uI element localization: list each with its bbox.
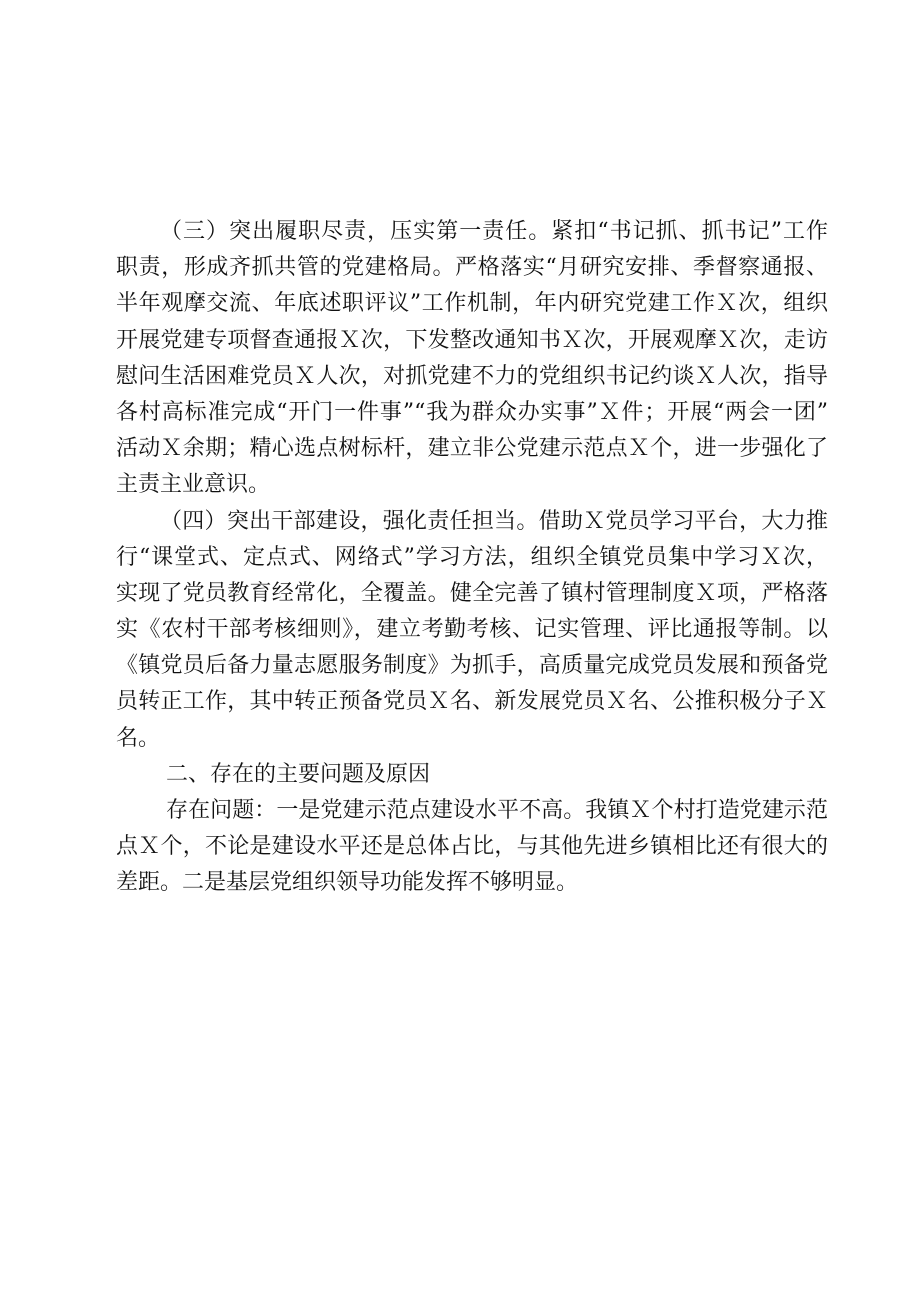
- text-line: 开展党建专项督查通报Ｘ次，下发整改通知书Ｘ次，开展观摩Ｘ次，走访: [116, 327, 828, 353]
- text-line: 名。: [116, 725, 161, 751]
- text-line: 员转正工作，其中转正预备党员Ｘ名、新发展党员Ｘ名、公推积极分子Ｘ: [116, 689, 828, 715]
- heading-text: 二、存在的主要问题及原因: [166, 761, 431, 787]
- text-line: 实《农村干部考核细则》，建立考勤考核、记实管理、评比通报等制。以: [116, 617, 828, 643]
- text-line: 存在问题：一是党建示范点建设水平不高。我镇Ｘ个村打造党建示范: [166, 798, 828, 823]
- text-line: 职责，形成齐抓共管的党建格局。严格落实“月研究安排、季督察通报、: [116, 255, 828, 281]
- text-line: 活动Ｘ余期；精心选点树标杆，建立非公党建示范点Ｘ个，进一步强化了: [116, 436, 828, 462]
- text-line: 《镇党员后备力量志愿服务制度》为抓手，高质量完成党员发展和预备党: [116, 653, 828, 679]
- paragraph-section-four: [116, 504, 828, 757]
- text-line: 半年观摩交流、年底述职评议”工作机制，年内研究党建工作Ｘ次，组织: [116, 291, 828, 317]
- text-line: 差距。二是基层党组织领导功能发挥不够明显。: [116, 870, 579, 896]
- text-line: 主责主业意识。: [116, 472, 271, 498]
- paragraph-section-three: [116, 214, 828, 504]
- text-line: 各村高标准完成“开门一件事”“我为群众办实事”Ｘ件；开展“两会一团”: [116, 399, 828, 425]
- text-line: （三）突出履职尽责，压实第一责任。紧扣“书记抓、抓书记”工作: [160, 219, 828, 244]
- text-line: 实现了党员教育经常化，全覆盖。健全完善了镇村管理制度Ｘ项，严格落: [116, 580, 828, 606]
- text-line: 行“课堂式、定点式、网络式”学习方法，组织全镇党员集中学习Ｘ次，: [116, 544, 828, 570]
- document-body: [116, 214, 828, 902]
- text-line: （四）突出干部建设，强化责任担当。借助Ｘ党员学习平台，大力推: [160, 508, 828, 534]
- section-heading: [116, 757, 828, 793]
- paragraph-problems: [116, 793, 828, 902]
- text-line: 慰问生活困难党员Ｘ人次，对抓党建不力的党组织书记约谈Ｘ人次，指导: [116, 363, 828, 389]
- text-line: 点Ｘ个，不论是建设水平还是总体占比，与其他先进乡镇相比还有很大的: [116, 834, 828, 860]
